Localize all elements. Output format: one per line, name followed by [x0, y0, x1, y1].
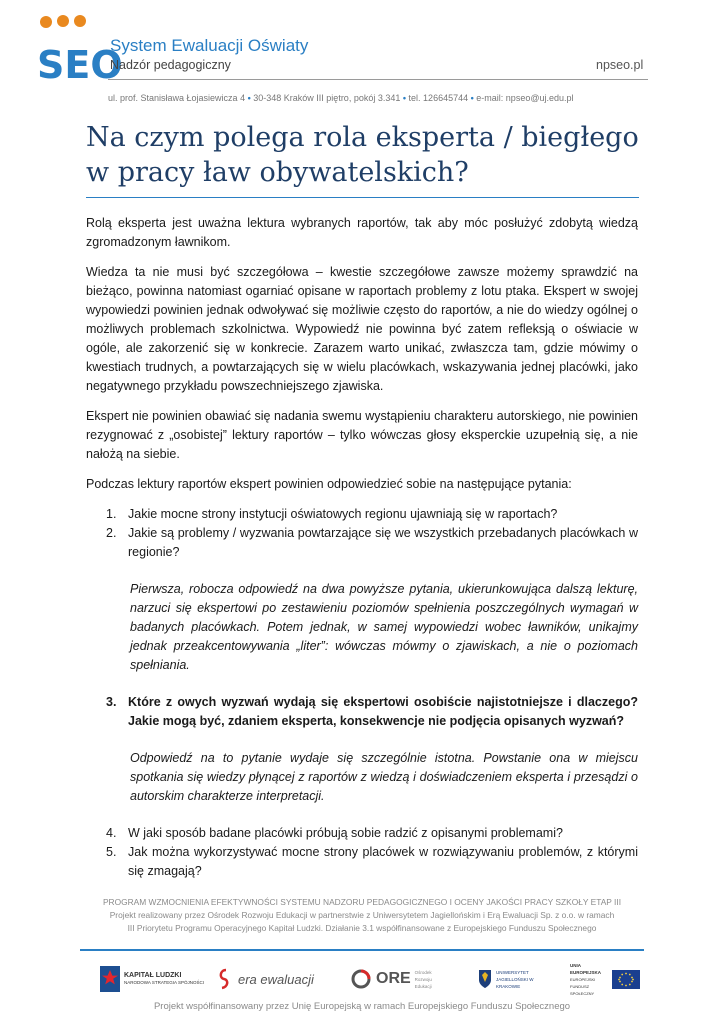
footer-priority: III Priorytetu Programu Operacyjnego Kapitał Ludzki. Działanie 3.1 współfinansowane z Europejskiego Funduszu Społecznego — [127, 923, 597, 933]
bullet-icon: • — [402, 93, 407, 103]
list-item — [86, 693, 638, 731]
footer-project: Projekt realizowany przez Ośrodek Rozwoju Edukacji w partnerstwie z Uniwersytetem Jagiellońskim i Erą Ewaluacji Sp. z o.o. w ramach — [109, 910, 615, 920]
kapital-ludzki-logo — [100, 961, 204, 997]
list-number: 2. — [106, 526, 117, 540]
paragraph-4: Podczas lektury raportów ekspert powinien odpowiedzieć sobie na następujące pytania: — [86, 477, 572, 491]
seo-logo — [36, 14, 123, 87]
ore-ring-icon — [350, 968, 372, 990]
question-list — [86, 693, 638, 731]
address-city: 30-348 Kraków III piętro, pokój 3.341 — [253, 93, 401, 103]
question-text: Jak można wykorzystywać mocne strony placówek w rozwiązywaniu problemów, z którymi się zmagają? — [128, 845, 638, 878]
seo-logo-text: SEO — [37, 43, 123, 87]
era-text: era ewaluacji — [238, 971, 314, 987]
paragraph-2: Wiedza ta nie musi być szczegółowa – kwestie szczegółowe zawsze możemy sprawdzić na bieżąco, powinna natomiast ogarniać opisane w raportach problemy z lotu ptaka. Ekspert w swojej wypowiedzi powinien jednak odwoływać się możliwie często do raportów, a nie do wiedzy ogólnej o możliwych problemach szkolnictwa. Wypowiedź nie powinna być zatem refleksją o oświacie w ogóle, ale zakorzenić się w konkrecie. Zarazem warto unikać, zwłaszcza tam, gdzie mówimy o kwestiach trudnych, a powtarzających się w wielu placówkach, wskazywania jednej placówki, jako negatywnego przykładu powszechniejszego zjawiska. — [86, 265, 638, 393]
list-item — [86, 524, 638, 562]
note-2: Odpowiedź na to pytanie wydaje się szczególnie istotna. Powstanie ona w miejscu spotkania się wiedzy płynącej z raportów z wiedzą i doświadczeniem eksperta i przesądzi o autorskim charakterze interpretacji. — [130, 751, 638, 803]
paragraph-1: Rolą eksperta jest uważna lektura wybranych raportów, tak aby móc posłużyć zdobytą wiedzą zgromadzonym ławnikom. — [86, 216, 638, 249]
document-body — [86, 214, 638, 881]
question-text: Jakie mocne strony instytucji oświatowych regionu ujawniają się w raportach? — [128, 507, 558, 521]
era-swirl-icon — [218, 968, 234, 990]
partner-logos — [100, 961, 652, 997]
ore-text: ORE — [376, 970, 411, 987]
list-number: 4. — [106, 826, 117, 840]
list-number: 5. — [106, 845, 117, 859]
address-line — [108, 93, 648, 103]
page-title: Na czym polega rola eksperta / biegłego w pracy ław obywatelskich? — [86, 122, 639, 188]
brand-subtitle: Nadzór pedagogiczny — [110, 58, 231, 72]
list-item — [86, 843, 638, 881]
footer-rule — [80, 949, 644, 951]
list-number: 3. — [106, 695, 117, 709]
ore-subtitle: Ośrodek Rozwoju Edukacji — [414, 969, 432, 989]
brand-title: System Ewaluacji Oświaty — [110, 36, 309, 55]
question-text: Jakie są problemy / wyzwania powtarzające się we wszystkich przebadanych placówkach w regionie? — [128, 526, 638, 559]
note-1: Pierwsza, robocza odpowiedź na dwa powyższe pytania, ukierunkowująca dalszą lekturę, narzuci się ekspertowi po zestawieniu poziomów spełnienia poszczególnych wymagań w badanych placówkach. Potem jednak, w samej wypowiedzi wobec ławników, unikajmy jednak przeakcentowywania „liter”: wówczas mówmy o zjawiskach, a nie o poziomach spełniania. — [130, 582, 638, 672]
uj-crest-icon — [478, 968, 492, 990]
kl-title: KAPITAŁ LUDZKI — [124, 972, 182, 979]
eu-title: UNIA EUROPEJSKA — [570, 962, 602, 975]
question-list — [86, 505, 638, 562]
bullet-icon: • — [247, 93, 251, 103]
brand-site: npseo.pl — [596, 58, 644, 72]
eu-logo — [570, 961, 640, 997]
paragraph-3: Ekspert nie powinien obawiać się nadania swemu wystąpieniu charakteru autorskiego, nie powinien rezygnować z „osobistej” lektury raportów – tylko wówczas głosy eksperckie uzupełnią się, a nie nałożą na siebie. — [86, 409, 638, 461]
uj-text: UNIWERSYTET JAGIELLOŃSKI W KRAKOWIE — [496, 969, 534, 989]
kapital-ludzki-icon — [100, 966, 120, 992]
question-text: W jaki sposób badane placówki próbują sobie radzić z opisanymi problemami? — [128, 826, 563, 840]
list-number: 1. — [106, 507, 117, 521]
kl-subtitle: NARODOWA STRATEGIA SPÓJNOŚCI — [124, 980, 205, 985]
footer-program: PROGRAM WZMOCNIENIA EFEKTYWNOŚCI SYSTEMU NADZORU PEDAGOGICZNEGO I OCENY JAKOŚCI PRACY SZKOŁY ETAP III — [102, 897, 622, 907]
footer-eu-note: Projekt współfinansowany przez Unię Europejską w ramach Europejskiego Funduszu Społecznego — [153, 1001, 571, 1012]
eu-flag-icon — [612, 970, 640, 989]
uj-logo — [478, 961, 548, 997]
list-item — [86, 505, 638, 524]
question-list — [86, 824, 638, 881]
list-item — [86, 824, 638, 843]
address-email: e-mail: npseo@uj.edu.pl — [476, 93, 574, 103]
era-ewaluacji-logo — [218, 961, 314, 997]
address-phone: tel. 126645744 — [408, 93, 469, 103]
ore-logo — [350, 961, 441, 997]
header-rule — [108, 79, 648, 80]
address-street: ul. prof. Stanisława Łojasiewicza 4 — [108, 93, 246, 103]
question-text: Które z owych wyzwań wydają się ekspertowi osobiście najistotniejsze i dlaczego? Jakie mogą być, zdaniem eksperta, konsekwencje nie podjęcia opisanych wyzwań? — [128, 695, 638, 728]
title-rule — [86, 197, 639, 198]
bullet-icon: • — [470, 93, 474, 103]
eu-subtitle: EUROPEJSKI FUNDUSZ SPOŁECZNY — [570, 976, 596, 996]
